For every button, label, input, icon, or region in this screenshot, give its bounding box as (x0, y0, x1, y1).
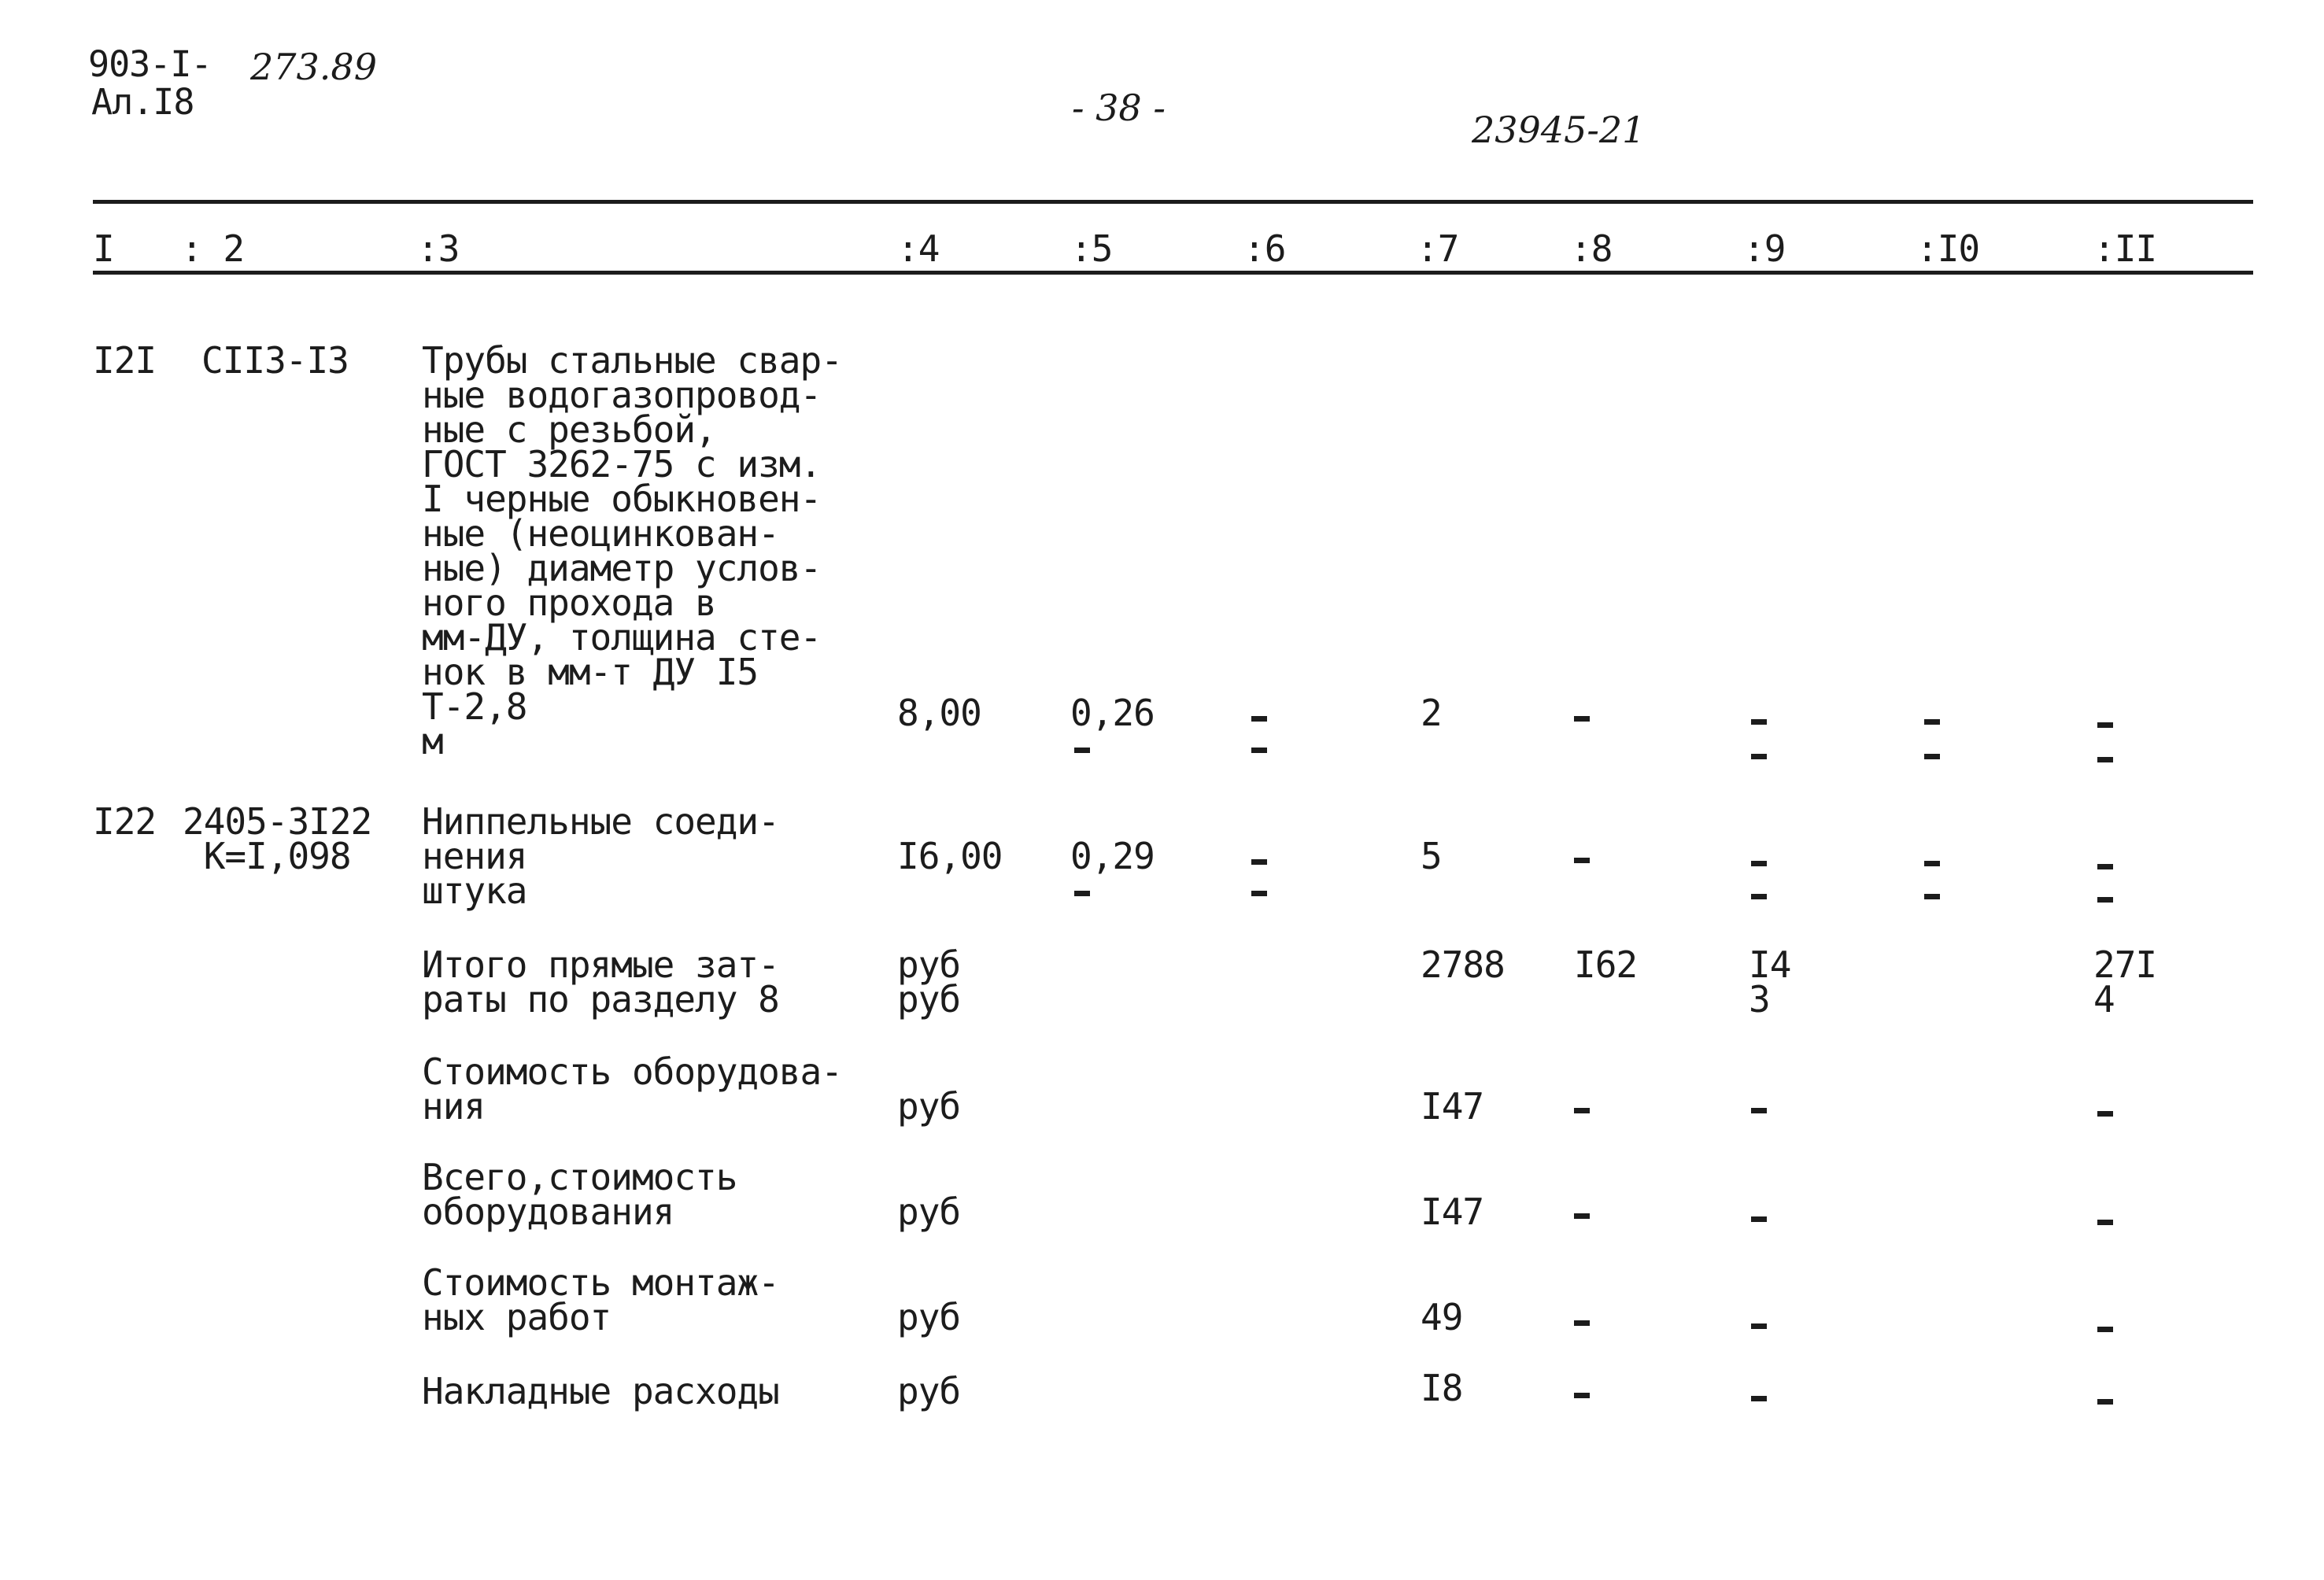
column-header-9: :9 (1743, 227, 1786, 270)
row-col5: 0,26 (1070, 692, 1155, 734)
row-col7: 5 (1421, 835, 1442, 877)
row-description: Ниппельные соеди- нения штука (422, 800, 779, 912)
total-label: Накладные расходы (422, 1370, 779, 1412)
table-header-rule (93, 271, 2253, 275)
dash-mark (1924, 894, 1940, 899)
total-col11: 27I 4 (2093, 943, 2157, 1021)
dash-mark (1751, 861, 1767, 866)
row-quantity: I6,00 (897, 835, 1003, 877)
column-header-2: : 2 (181, 227, 245, 270)
dash-mark (1924, 719, 1940, 725)
total-col7: I47 (1421, 1191, 1484, 1233)
column-header-10: :I0 (1916, 227, 1980, 270)
dash-mark (1751, 754, 1767, 759)
row-col5: 0,29 (1070, 835, 1155, 877)
total-col7: I8 (1421, 1367, 1463, 1409)
dash-mark (2097, 1220, 2113, 1225)
dash-mark (1924, 754, 1940, 759)
dash-mark (1574, 1393, 1590, 1398)
dash-mark (1251, 859, 1267, 865)
dash-mark (1751, 1396, 1767, 1401)
total-label: Стоимость оборудова- ния (422, 1050, 842, 1128)
dash-mark (2097, 757, 2113, 762)
dash-mark (1251, 748, 1267, 753)
row-number: I22 (93, 800, 157, 843)
column-header-8: :8 (1570, 227, 1613, 270)
column-header-7: :7 (1417, 227, 1459, 270)
total-label: Стоимость монтаж- ных работ (422, 1261, 779, 1338)
row-quantity: 8,00 (897, 692, 981, 734)
series-code: 903-I- (88, 43, 212, 85)
dash-mark (1074, 748, 1090, 753)
column-header-4: :4 (897, 227, 940, 270)
dash-mark (2097, 864, 2113, 869)
dash-mark (1751, 1108, 1767, 1113)
dash-mark (1574, 858, 1590, 863)
column-header-11: :II (2093, 227, 2157, 270)
total-label: Всего,стоимость оборудования (422, 1156, 737, 1233)
dash-mark (2097, 722, 2113, 728)
total-col9: I4 3 (1749, 943, 1791, 1021)
row-description: Трубы стальные свар- ные водогазопровод- ные с резьбой, ГОСТ 3262-75 с изм. I черные обыкновен- ные (неоцинкован- ные) диаметр услов- ного прохода в мм-ДУ, толщина сте- нок в мм-т ДУ I5 Т-2,8 м (422, 339, 842, 762)
total-unit: руб (897, 1191, 961, 1233)
row-col7: 2 (1421, 692, 1442, 734)
dash-mark (2097, 1327, 2113, 1332)
column-header-5: :5 (1070, 227, 1113, 270)
column-header-1: I (93, 227, 114, 270)
dash-mark (2097, 1111, 2113, 1117)
total-unit: руб (897, 1085, 961, 1128)
series-number: 273.89 (250, 46, 377, 88)
dash-mark (1751, 894, 1767, 899)
dash-mark (1751, 719, 1767, 725)
row-number: I2I (93, 339, 157, 382)
total-unit: руб руб (897, 943, 961, 1021)
table-top-rule (93, 200, 2253, 204)
dash-mark (1074, 891, 1090, 896)
row-code: CII3-I3 (201, 339, 349, 382)
album-label: Ал.I8 (91, 81, 194, 123)
total-label: Итого прямые зат- раты по разделу 8 (422, 943, 779, 1021)
dash-mark (2097, 897, 2113, 903)
total-unit: руб (897, 1370, 961, 1412)
column-header-6: :6 (1243, 227, 1286, 270)
total-col7: 49 (1421, 1296, 1463, 1338)
total-col7: I47 (1421, 1085, 1484, 1128)
document-number: 23945-21 (1472, 109, 1646, 151)
dash-mark (1251, 716, 1267, 722)
total-col7: 2788 (1421, 943, 1505, 986)
dash-mark (1751, 1323, 1767, 1329)
dash-mark (2097, 1399, 2113, 1405)
total-col8: I62 (1574, 943, 1638, 986)
dash-mark (1751, 1216, 1767, 1222)
column-header-3: :3 (417, 227, 460, 270)
dash-mark (1574, 716, 1590, 722)
dash-mark (1251, 891, 1267, 896)
dash-mark (1574, 1108, 1590, 1113)
total-unit: руб (897, 1296, 961, 1338)
dash-mark (1574, 1213, 1590, 1219)
row-code: 2405-3I22 K=I,098 (183, 800, 372, 877)
page-number: - 38 - (1072, 87, 1166, 129)
dash-mark (1924, 861, 1940, 866)
dash-mark (1574, 1320, 1590, 1326)
